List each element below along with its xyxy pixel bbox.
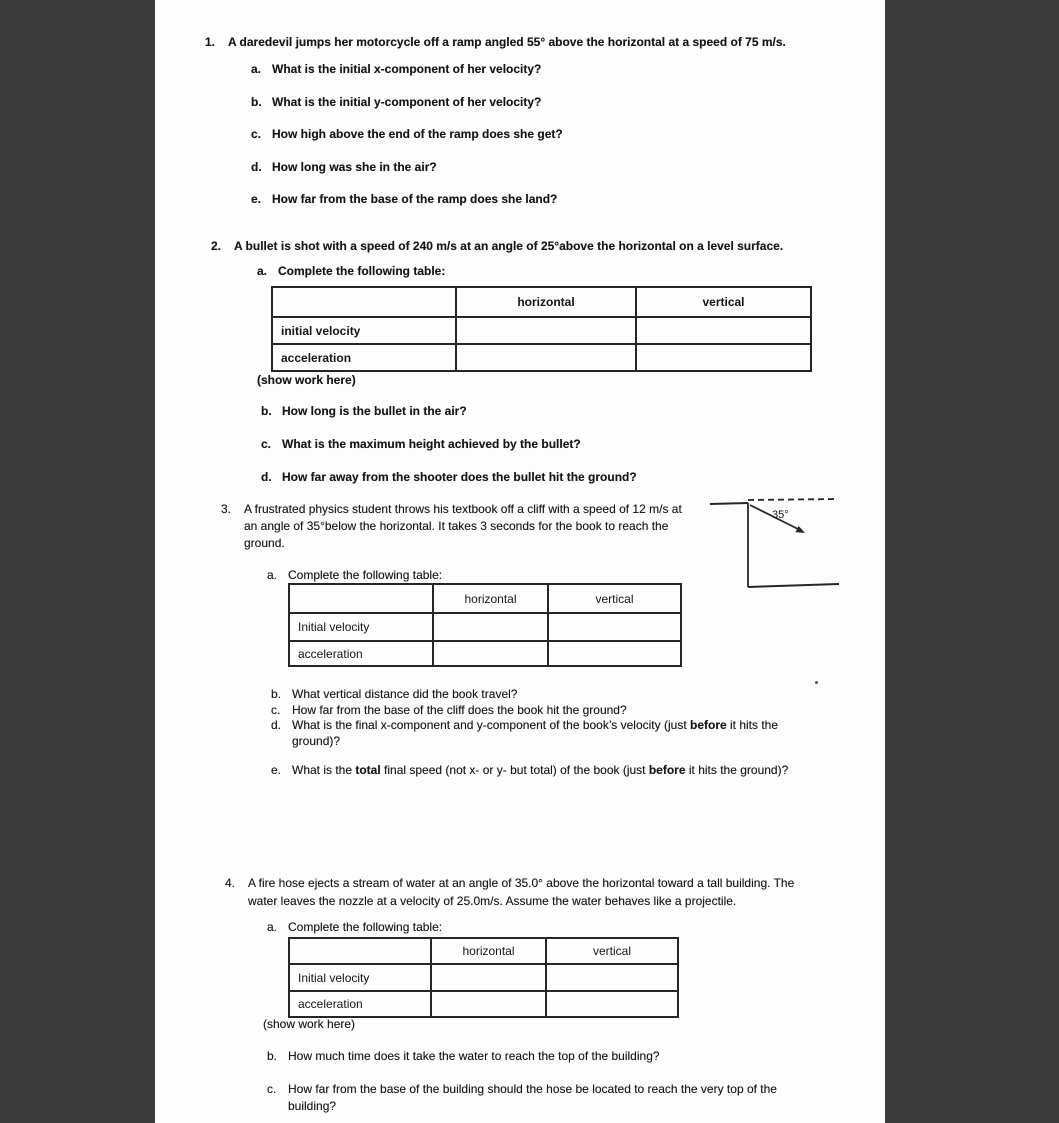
question-4-line2: water leaves the nozzle at a velocity of 25.0m/s. Assume the water behaves like a projectile. [248, 894, 737, 908]
question-3d [271, 718, 778, 733]
item-letter: d. [271, 718, 282, 732]
item-text-part: What is the final x-component and y-component of the book’s velocity (just [292, 718, 690, 732]
item-letter: d. [251, 160, 262, 174]
table-header-vertical: vertical [636, 287, 811, 317]
horizontal-dashed-line [748, 499, 838, 500]
item-text-part: final speed (not x- or y- but total) of the book (just [380, 763, 649, 777]
table-cell-blank [546, 964, 678, 991]
item-text: How long is the bullet in the air? [282, 404, 467, 418]
table-cell-blank [431, 991, 546, 1017]
question-3-line2: an angle of 35°below the horizontal. It takes 3 seconds for the book to reach the [244, 519, 669, 533]
item-letter: c. [251, 127, 262, 141]
question-1d [251, 160, 437, 175]
question-1-number: 1. [205, 35, 216, 49]
table-row-initial-velocity: Initial velocity [289, 964, 431, 991]
item-text-part: What is the [292, 763, 356, 777]
item-text: What is the initial x-component of her velocity? [272, 62, 542, 76]
worksheet-page [155, 0, 885, 1123]
item-letter: c. [271, 703, 281, 717]
question-4c-line2: building? [288, 1099, 337, 1113]
item-text: Complete the following table: [288, 568, 443, 582]
item-text-bold: before [689, 718, 727, 732]
table-cell-blank [456, 317, 636, 344]
table-row-acceleration: acceleration [289, 641, 433, 666]
item-letter: e. [251, 192, 262, 206]
question-1b [251, 95, 541, 110]
table-cell-blank [433, 641, 548, 666]
table-header-horizontal: horizontal [431, 938, 546, 964]
question-2d [261, 470, 637, 485]
item-letter: a. [267, 568, 278, 582]
item-text-bold: total [355, 763, 381, 777]
table-cell-blank [433, 613, 548, 641]
item-letter: a. [257, 264, 268, 278]
table-corner-cell [272, 287, 456, 317]
question-4-table [288, 937, 679, 1018]
table-row-acceleration: acceleration [289, 991, 431, 1017]
table-row-initial-velocity: Initial velocity [289, 613, 433, 641]
question-4a [267, 920, 442, 935]
table-cell-blank [636, 317, 811, 344]
item-letter: b. [261, 404, 272, 418]
table-header-vertical: vertical [548, 584, 681, 613]
table-cell-blank [548, 641, 681, 666]
question-2-text: A bullet is shot with a speed of 240 m/s at an angle of 25°above the horizontal on a level surface. [234, 239, 784, 253]
table-cell-blank [456, 344, 636, 371]
scan-speck [815, 681, 818, 684]
table-row-acceleration: acceleration [272, 344, 456, 371]
item-text: How much time does it take the water to reach the top of the building? [288, 1049, 660, 1063]
question-2b [261, 404, 467, 419]
table-header-vertical: vertical [546, 938, 678, 964]
question-3-line1: A frustrated physics student throws his textbook off a cliff with a speed of 12 m/s at [244, 502, 682, 516]
table-header-horizontal: horizontal [433, 584, 548, 613]
question-1-text: A daredevil jumps her motorcycle off a ramp angled 55° above the horizontal at a speed of 75 m/s. [228, 35, 786, 49]
item-text: How long was she in the air? [272, 160, 437, 174]
question-3-line3: ground. [244, 536, 285, 550]
question-4 [225, 876, 794, 891]
item-text-part: it hits the [726, 718, 779, 732]
item-text: How far away from the shooter does the bullet hit the ground? [282, 470, 637, 484]
item-text: What is the initial y-component of her velocity? [272, 95, 542, 109]
table-cell-blank [546, 991, 678, 1017]
table-cell-blank [548, 613, 681, 641]
question-2 [211, 239, 783, 254]
table-header-horizontal: horizontal [456, 287, 636, 317]
question-4-line1: A fire hose ejects a stream of water at an angle of 35.0° above the horizontal toward a tall building. The [248, 876, 795, 890]
item-text-bold: before [648, 763, 686, 777]
question-3d-line2: ground)? [292, 734, 341, 748]
angle-label: 35° [772, 509, 789, 521]
question-4-number: 4. [225, 876, 236, 890]
question-2-show-work: (show work here) [257, 373, 356, 387]
cliff-diagram [708, 494, 840, 592]
item-text: Complete the following table: [278, 264, 446, 278]
question-4c [267, 1082, 777, 1097]
question-3-table [288, 583, 682, 667]
question-4-show-work: (show work here) [263, 1017, 356, 1031]
item-letter: b. [271, 687, 282, 701]
question-2-number: 2. [211, 239, 222, 253]
item-text: What is the maximum height achieved by the bullet? [282, 437, 581, 451]
question-3 [221, 502, 682, 517]
item-letter: d. [261, 470, 272, 484]
item-text: What vertical distance did the book travel? [292, 687, 518, 701]
item-letter: c. [261, 437, 272, 451]
item-letter: e. [271, 763, 282, 777]
item-text: How high above the end of the ramp does she get? [272, 127, 563, 141]
question-1c [251, 127, 563, 142]
question-1a [251, 62, 541, 77]
table-cell-blank [431, 964, 546, 991]
question-2c [261, 437, 581, 452]
table-corner-cell [289, 584, 433, 613]
item-text: How far from the base of the building should the hose be located to reach the very top of the [288, 1082, 777, 1096]
cliff-top-line [710, 503, 748, 504]
item-text-part: it hits the ground)? [685, 763, 789, 777]
item-text: How far from the base of the ramp does she land? [272, 192, 558, 206]
item-letter: b. [251, 95, 262, 109]
question-3b [271, 687, 517, 702]
table-row-initial-velocity: initial velocity [272, 317, 456, 344]
question-3-number: 3. [221, 502, 232, 516]
question-3a [267, 568, 442, 583]
question-2-table [271, 286, 812, 372]
ground-line [748, 584, 839, 587]
item-letter: c. [267, 1082, 277, 1096]
question-4b [267, 1049, 660, 1064]
table-corner-cell [289, 938, 431, 964]
question-1e [251, 192, 557, 207]
item-letter: a. [251, 62, 262, 76]
item-letter: a. [267, 920, 278, 934]
table-cell-blank [636, 344, 811, 371]
question-2a [257, 264, 445, 279]
item-letter: b. [267, 1049, 278, 1063]
item-text: How far from the base of the cliff does the book hit the ground? [292, 703, 627, 717]
question-3c [271, 703, 627, 718]
item-text: Complete the following table: [288, 920, 443, 934]
velocity-arrow-head [795, 526, 805, 533]
question-3e [271, 763, 788, 778]
question-1 [205, 35, 786, 50]
